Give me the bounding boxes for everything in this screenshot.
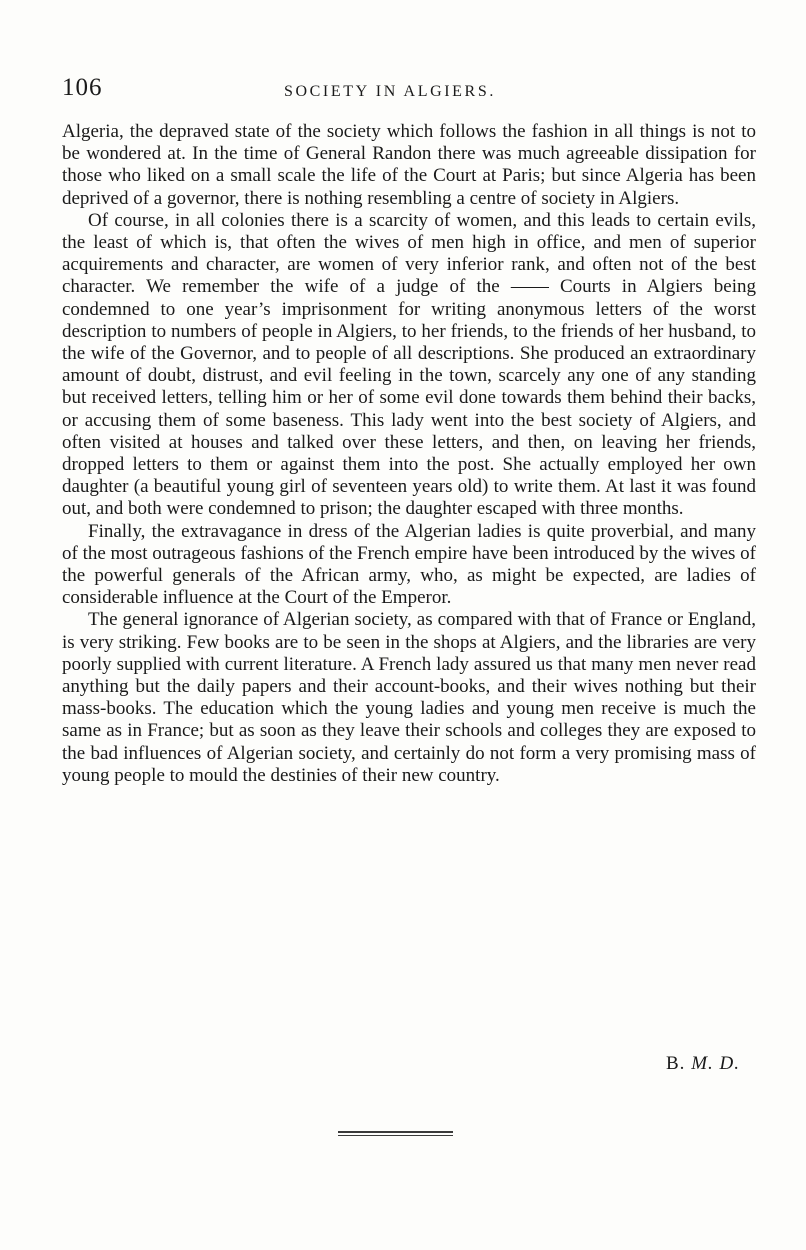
paragraph-ignorance: The general ignorance of Algerian society, as compared with that of France or England, is very striking. Few books are to be seen in the shops at Algiers, and the libraries are very poorly supplied with current literature. A French lady assured us that many men never read anything but the daily papers and their account-books, and their wives nothing but their mass-books. The education which the young ladies and young men receive is much the same as in France; but as soon as they leave their schools and colleges they are exposed to the bad influences of Algerian society, and certainly do not form a very promising mass of young people to mould the destinies of their new country.: [62, 609, 756, 786]
signature-initials: M. D.: [691, 1053, 740, 1074]
section-end-rule: [338, 1131, 453, 1138]
end-rule-line-top: [338, 1131, 453, 1133]
paragraph-dress: Finally, the extravagance in dress of the Algerian ladies is quite proverbial, and many of the most outrageous fashions of the French empire have been introduced by the wives of the powerful generals of the African army, who, as might be expected, are ladies of considerable influence at the Court of the Emperor.: [62, 520, 756, 609]
running-head: [62, 74, 756, 110]
end-rule-line-bottom: [338, 1135, 453, 1136]
running-title: SOCIETY IN ALGIERS.: [284, 83, 496, 100]
paragraph-continued: Algeria, the depraved state of the society which follows the fashion in all things is not to be wondered at. In the time of General Randon there was much agreeable dissipation for those who liked on a small scale the life of the Court at Paris; but since Algeria has been deprived of a governor, there is nothing resembling a centre of society in Algiers.: [62, 121, 756, 209]
author-signature: [580, 1053, 740, 1075]
signature-prefix: B.: [666, 1053, 686, 1074]
body-text: [62, 121, 756, 787]
paragraph-colonies: Of course, in all colonies there is a scarcity of women, and this leads to certain evils, the least of which is, that often the wives of men high in office, and men of superior acquirements and character, are women of very inferior rank, and often not of the best character. We remember the wife of a judge of the —— Courts in Algiers being condemned to one year’s imprisonment for writing anonymous letters of the worst description to numbers of people in Algiers, to her friends, to the friends of her husband, to the wife of the Governor, and to people of all descriptions. She produced an extraordinary amount of doubt, distrust, and evil feeling in the town, scarcely any one of any standing but received letters, telling him or her of some evil done towards them behind their backs, or accusing them of some baseness. This lady went into the best society of Algiers, and often visited at houses and talked over these letters, and then, on leaving her friends, dropped letters to them or against them into the post. She actually employed her own daughter (a beautiful young girl of seventeen years old) to write them. At last it was found out, and both were condemned to prison; the daughter escaped with three months.: [62, 209, 756, 520]
page-number: 106: [62, 74, 103, 101]
